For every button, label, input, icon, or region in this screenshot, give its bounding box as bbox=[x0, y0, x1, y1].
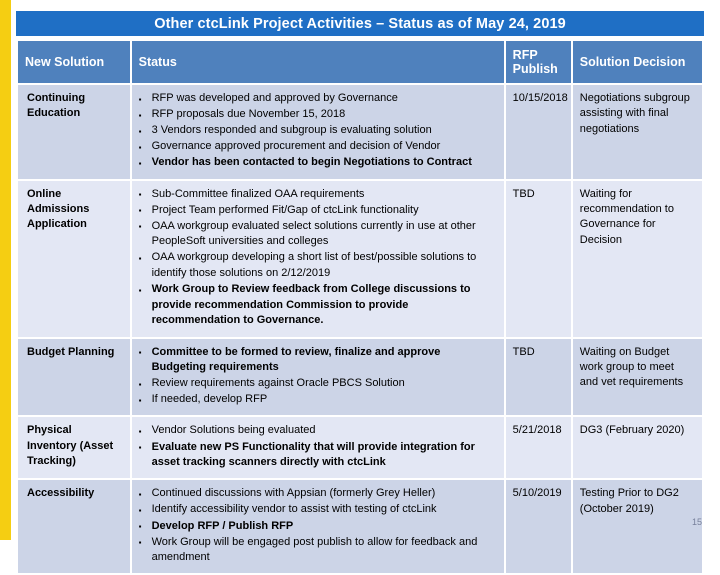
status-bullet-item bbox=[137, 203, 497, 219]
cell-rfp-publish: 10/15/2018 bbox=[506, 85, 571, 179]
bullet-square-icon: ▪ bbox=[138, 348, 142, 358]
bullet-square-icon: ▪ bbox=[138, 505, 142, 515]
status-bullet-text: Work Group will be engaged post publish to allow for feedback and amendment bbox=[151, 535, 478, 564]
cell-new-solution: Physical Inventory (Asset Tracking) bbox=[18, 417, 130, 478]
status-bullet-text: Identify accessibility vendor to assist with testing of ctcLink bbox=[151, 503, 437, 516]
status-bullet-item bbox=[137, 440, 497, 471]
bullet-square-icon: ▪ bbox=[138, 94, 142, 104]
cell-rfp-publish: TBD bbox=[506, 181, 571, 337]
slide-title: Other ctcLink Project Activities – Status as of May 24, 2019 bbox=[16, 11, 704, 36]
status-bullet-item bbox=[137, 345, 497, 376]
bullet-square-icon: ▪ bbox=[138, 522, 142, 532]
project-activities-table bbox=[16, 39, 704, 575]
status-bullet-text: Project Team performed Fit/Gap of ctcLink functionality bbox=[151, 203, 419, 216]
column-header-status: Status bbox=[132, 41, 504, 83]
cell-rfp-publish: TBD bbox=[506, 339, 571, 416]
status-bullet-item bbox=[137, 107, 497, 123]
slide-number: 15 bbox=[691, 517, 702, 527]
bullet-square-icon: ▪ bbox=[138, 110, 142, 120]
status-bullet-text: Vendor has been contacted to begin Negotiations to Contract bbox=[151, 156, 472, 169]
status-bullet-item bbox=[137, 123, 497, 139]
status-bullet-list bbox=[137, 91, 497, 171]
cell-solution-decision: Testing Prior to DG2 (October 2019) bbox=[573, 480, 702, 573]
bullet-square-icon: ▪ bbox=[138, 142, 142, 152]
cell-solution-decision: DG3 (February 2020) bbox=[573, 417, 702, 478]
bullet-square-icon: ▪ bbox=[138, 253, 142, 263]
status-bullet-item bbox=[137, 502, 497, 518]
cell-status bbox=[132, 417, 504, 478]
status-bullet-list bbox=[137, 187, 497, 329]
bullet-square-icon: ▪ bbox=[138, 379, 142, 389]
status-bullet-text: If needed, develop RFP bbox=[151, 393, 268, 406]
cell-status bbox=[132, 181, 504, 337]
bullet-square-icon: ▪ bbox=[138, 126, 142, 136]
bullet-square-icon: ▪ bbox=[138, 443, 142, 453]
status-bullet-item bbox=[137, 250, 497, 281]
status-bullet-item bbox=[137, 187, 497, 203]
cell-new-solution: Accessibility bbox=[18, 480, 130, 573]
status-bullet-text: Evaluate new PS Functionality that will provide integration for asset tracking scanners directly with ctcLink bbox=[151, 440, 475, 469]
cell-new-solution: Online Admissions Application bbox=[18, 181, 130, 337]
bullet-square-icon: ▪ bbox=[138, 426, 142, 436]
status-bullet-text: Work Group to Review feedback from College discussions to provide recommendation Commission to provide recommendation to Governance. bbox=[151, 283, 471, 327]
status-bullet-item bbox=[137, 91, 497, 107]
status-bullet-text: RFP proposals due November 15, 2018 bbox=[151, 108, 346, 121]
bullet-square-icon: ▪ bbox=[138, 538, 142, 548]
table-row bbox=[18, 339, 702, 416]
table-body bbox=[18, 85, 702, 573]
bullet-square-icon: ▪ bbox=[138, 489, 142, 499]
status-bullet-item bbox=[137, 155, 497, 171]
status-bullet-item bbox=[137, 392, 497, 408]
cell-status bbox=[132, 339, 504, 416]
bullet-square-icon: ▪ bbox=[138, 190, 142, 200]
status-bullet-list bbox=[137, 345, 497, 408]
cell-solution-decision: Negotiations subgroup assisting with final negotiations bbox=[573, 85, 702, 179]
status-bullet-text: Continued discussions with Appsian (formerly Grey Heller) bbox=[151, 487, 436, 500]
cell-solution-decision: Waiting for recommendation to Governance for Decision bbox=[573, 181, 702, 337]
status-bullet-text: RFP was developed and approved by Governance bbox=[151, 92, 398, 104]
table-row bbox=[18, 417, 702, 478]
slide-accent-bar bbox=[0, 0, 11, 540]
cell-new-solution: Continuing Education bbox=[18, 85, 130, 179]
cell-solution-decision: Waiting on Budget work group to meet and vet requirements bbox=[573, 339, 702, 416]
status-bullet-item bbox=[137, 376, 497, 392]
status-bullet-item bbox=[137, 519, 497, 535]
status-bullet-text: Committee to be formed to review, finalize and approve Budgeting requirements bbox=[151, 345, 441, 374]
cell-status bbox=[132, 85, 504, 179]
status-bullet-list bbox=[137, 486, 497, 566]
table-row bbox=[18, 85, 702, 179]
status-bullet-item bbox=[137, 139, 497, 155]
status-bullet-list bbox=[137, 423, 497, 470]
cell-new-solution: Budget Planning bbox=[18, 339, 130, 416]
status-bullet-text: Governance approved procurement and decision of Vendor bbox=[151, 140, 441, 153]
bullet-square-icon: ▪ bbox=[138, 206, 142, 216]
status-bullet-item bbox=[137, 486, 497, 502]
status-bullet-text: Vendor Solutions being evaluated bbox=[151, 424, 316, 437]
bullet-square-icon: ▪ bbox=[138, 285, 142, 295]
bullet-square-icon: ▪ bbox=[138, 395, 142, 405]
status-bullet-item bbox=[137, 219, 497, 250]
column-header-rfp-publish: RFP Publish bbox=[506, 41, 571, 83]
status-bullet-item bbox=[137, 535, 497, 566]
table-row bbox=[18, 181, 702, 337]
status-bullet-text: OAA workgroup developing a short list of best/possible solutions to identify those solutions on 2/12/2019 bbox=[151, 251, 477, 280]
cell-status bbox=[132, 480, 504, 573]
status-bullet-text: OAA workgroup evaluated select solutions currently in use at other PeopleSoft universities and colleges bbox=[151, 219, 476, 248]
table-header-row bbox=[18, 41, 702, 83]
cell-rfp-publish: 5/10/2019 bbox=[506, 480, 571, 573]
column-header-solution-decision: Solution Decision bbox=[573, 41, 702, 83]
status-bullet-item bbox=[137, 282, 497, 329]
cell-rfp-publish: 5/21/2018 bbox=[506, 417, 571, 478]
column-header-new-solution: New Solution bbox=[18, 41, 130, 83]
status-bullet-text: Develop RFP / Publish RFP bbox=[151, 519, 294, 532]
bullet-square-icon: ▪ bbox=[138, 158, 142, 168]
status-bullet-item bbox=[137, 423, 497, 439]
bullet-square-icon: ▪ bbox=[138, 222, 142, 232]
status-bullet-text: 3 Vendors responded and subgroup is evaluating solution bbox=[151, 124, 432, 137]
status-bullet-text: Sub-Committee finalized OAA requirements bbox=[151, 187, 365, 200]
table-row bbox=[18, 480, 702, 573]
status-bullet-text: Review requirements against Oracle PBCS Solution bbox=[151, 377, 405, 390]
